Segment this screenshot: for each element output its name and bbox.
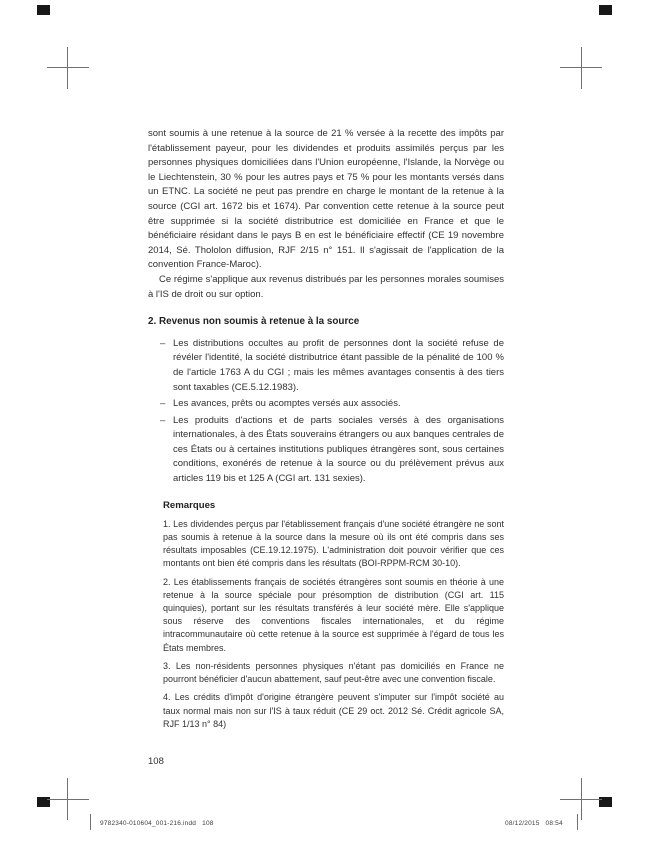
print-footer-timestamp: 08/12/2015 08:54 [505, 820, 563, 827]
crop-mark [47, 799, 89, 800]
list-item-text: Les produits d'actions et de parts sociales versés à des organisations internationales, à des États souverains étrangers ou aux banques centrales de ces États ou à certaines institutions publiques étrangères sont, sous certaines conditions, exonérés de retenue à la source ou du prélèvement prévus aux articles 119 bis et 125 A (CGI art. 131 sexies). [173, 414, 504, 485]
dash-marker: – [160, 337, 166, 349]
body-paragraph: Ce régime s'applique aux revenus distribués par les personnes morales soumises à l'IS de droit ou sur option. [148, 273, 504, 300]
crop-mark [560, 799, 602, 800]
print-footer-filename: 9782340-010604_001-216.indd 108 [100, 820, 214, 827]
crop-mark [560, 67, 602, 68]
dash-marker: – [160, 414, 166, 426]
text-column [148, 127, 504, 736]
section-heading: 2. Revenus non soumis à retenue à la source [148, 316, 360, 328]
dash-marker: – [160, 398, 166, 410]
crop-mark [581, 47, 582, 89]
body-paragraph: sont soumis à une retenue à la source de 21 % versée à la recette des impôts par l'établissement payeur, pour les dividendes et produits assimilés perçus par les personnes physiques domiciliées dans l'Union européenne, l'Islande, la Norvège ou le Liechtenstein, 30 % pour les autres pays et 75 % pour les montants versés dans un ETNC. La société ne peut pas prendre en charge le montant de la retenue à la source (CGI art. 1672 bis et 1674). Par convention cette retenue à la source peut être supprimée si la société distributrice est domiciliée en France et que le bénéficiaire résidant dans le pays B en est le bénéficiaire effectif (CE 19 novembre 2014, Sé. Thololon diffusion, RJF 2/15 n° 151. Il s'agissait de l'application de la convention France-Maroc). [148, 128, 504, 271]
crop-mark [67, 47, 68, 89]
remarques-heading: Remarques [163, 499, 216, 511]
list-item-text: Les distributions occultes au profit de personnes dont la société refuse de révéler l'identité, la société distributrice étant passible de la pénalité de 100 % de l'article 1763 A du CGI ; mais les mêmes avantages consentis à des tiers sont taxables (CE.5.12.1983). [173, 337, 504, 393]
dash-list [160, 337, 504, 487]
list-item [160, 397, 504, 412]
remark-paragraph: 1. Les dividendes perçus par l'établissement français d'une société étrangère ne sont pas soumis à retenue à la source dans la mesure où ils ont été compris dans ses résultats imposables (CE.19.12.1975). L'administration doit pouvoir vérifier que ces montants ont bien été compris dans les résultats (BOI-RPPM-RCM 30-10). [163, 518, 504, 569]
list-item-text: Les avances, prêts ou acomptes versés aux associés. [173, 398, 401, 410]
registration-mark [37, 5, 50, 15]
list-item [160, 414, 504, 487]
crop-mark [47, 67, 89, 68]
list-item [160, 337, 504, 395]
registration-mark [599, 5, 612, 15]
crop-mark [90, 814, 91, 830]
remarques-block [163, 499, 504, 731]
crop-mark [577, 814, 578, 830]
page-number: 108 [148, 756, 164, 767]
remark-paragraph: 2. Les établissements français de sociétés étrangères sont soumis en théorie à une retenue à la source spéciale pour présomption de distribution (CGI art. 115 quinquies), portant sur les résultats transférés à leur société mère. Elle s'applique sous réserve des conventions fiscales internationales, et du régime intracommunautaire où cette retenue à la source est supprimée à l'égard de tous les États membres. [163, 576, 504, 653]
remark-paragraph: 3. Les non-résidents personnes physiques n'étant pas domiciliés en France ne pourront bénéficier d'aucun abattement, sauf peut-être avec une convention fiscale. [163, 660, 504, 685]
remark-paragraph: 4. Les crédits d'impôt d'origine étrangère peuvent s'imputer sur l'impôt société au taux normal mais non sur l'IS à taux réduit (CE 29 oct. 2012 Sé. Crédit agricole SA, RJF 1/13 n° 84) [163, 692, 504, 729]
